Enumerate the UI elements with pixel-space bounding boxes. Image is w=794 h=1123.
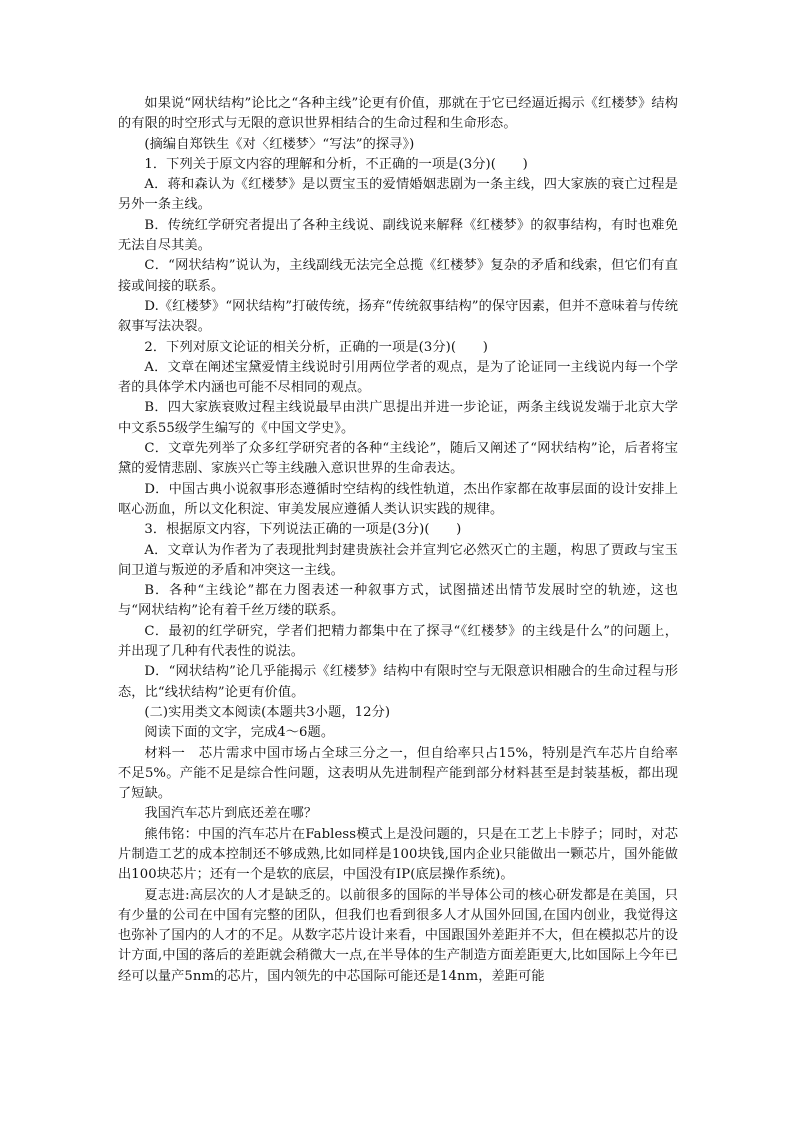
material-question: 我国汽车芯片到底还差在哪？ [144,806,318,822]
q1-option-b: B．传统红学研究者提出了各种主线说、副线说来解释《红楼梦》的叙事结构，有时也难免无法自尽其美。 [118,217,678,254]
interview-xia: 夏志进:高层次的人才是缺乏的。以前很多的国际的半导体公司的核心研发都是在美国，只有少量的公司在中国有完整的团队，但我们也看到很多人才从国外回国,在国内创业，我觉得这也弥补了国内的人才的不足。从数字芯片设计来看，中国跟国外差距并不大，但在模拟芯片的设计方面,中国的落后的差距就会稍微大一点,在半导体的生产制造方面差距更大,比如国际上今年已经可以量产5nm的芯片，国内领先的中芯国际可能还是14nm，差距可能 [118,887,678,984]
reading-instruction: 阅读下面的文字，完成4～6题。 [144,725,335,741]
q1-option-a: A．蒋和森认为《红楼梦》是以贾宝玉的爱情婚姻悲剧为一条主线，四大家族的衰亡过程是另外一条主线。 [118,177,678,213]
question-1: 1．下列关于原文内容的理解和分析，不正确的一项是(3分)( ) [144,156,528,172]
document-page [118,94,678,987]
q2-option-b: B．四大家族衰败过程主线说最早由洪广思提出并进一步论证，两条主线说发端于北京大学中文系55级学生编写的《中国文学史》。 [118,400,678,436]
q2-option-c: C．文章先列举了众多红学研究者的各种“主线论”，随后又阐述了“网状结构”论，后者将宝黛的爱情悲剧、家族兴亡等主线融入意识世界的生命表达。 [118,441,678,477]
source-citation: (摘编自郑铁生《对〈红楼梦〉“写法”的探寻》) [144,136,415,152]
paragraph-conclusion: 如果说“网状结构”论比之“各种主线”论更有价值，那就在于它已经逼近揭示《红楼梦》结构的有限的时空形式与无限的意识世界相结合的生命过程和生命形态。 [118,96,678,132]
question-2: 2．下列对原文论证的相关分析，正确的一项是(3分)( ) [144,339,488,355]
q3-option-b: B．各种“主线论”都在力图表述一种叙事方式，试图描述出情节发展时空的轨迹，这也与“网状结构”论有着千丝万缕的联系。 [118,583,678,619]
question-3: 3．根据原文内容，下列说法正确的一项是(3分)( ) [144,522,462,538]
q3-option-c: C．最初的红学研究，学者们把精力都集中在了探寻“《红楼梦》的主线是什么”的问题上，并出现了几种有代表性的说法。 [118,623,678,660]
q1-option-d: D.《红楼梦》“网状结构”打破传统，扬弃“传统叙事结构”的保守因素，但并不意味着与传统叙事写法决裂。 [118,298,678,335]
section-heading: (二)实用类文本阅读(本题共3小题，12分) [144,704,391,720]
material-one: 材料一 芯片需求中国市场占全球三分之一，但自给率只占15%，特别是汽车芯片自给率不足5%。产能不足是综合性问题，这表明从先进制程产能到部分材料甚至是封装基板，都出现了短缺。 [118,745,678,802]
q2-option-d: D．中国古典小说叙事形态遵循时空结构的线性轨道，杰出作家都在故事层面的设计安排上呕心沥血，所以文化积淀、审美发展应遵循人类认识实践的规律。 [118,481,678,517]
q1-option-c: C．“网状结构”说认为，主线副线无法完全总揽《红楼梦》复杂的矛盾和线索，但它们有直接或间接的联系。 [118,258,678,294]
q2-option-a: A．文章在阐述宝黛爱情主线说时引用两位学者的观点，是为了论证同一主线说内每一个学者的具体学术内涵也可能不尽相同的观点。 [118,359,678,396]
q3-option-d: D．“网状结构”论几乎能揭示《红楼梦》结构中有限时空与无限意识相融合的生命过程与形态，比“线状结构”论更有价值。 [118,664,678,700]
interview-xiong: 熊伟铭：中国的汽车芯片在Fabless模式上是没问题的，只是在工艺上卡脖子；同时，对芯片制造工艺的成本控制还不够成熟,比如同样是100块钱,国内企业只能做出一颗芯片，国外能做出100块芯片；还有一个是软的底层，中国没有IP(底层操作系统)。 [118,826,678,883]
q3-option-a: A．文章认为作者为了表现批判封建贵族社会并宣判它必然灭亡的主题，构思了贾政与宝玉间卫道与叛逆的矛盾和冲突这一主线。 [118,542,678,578]
